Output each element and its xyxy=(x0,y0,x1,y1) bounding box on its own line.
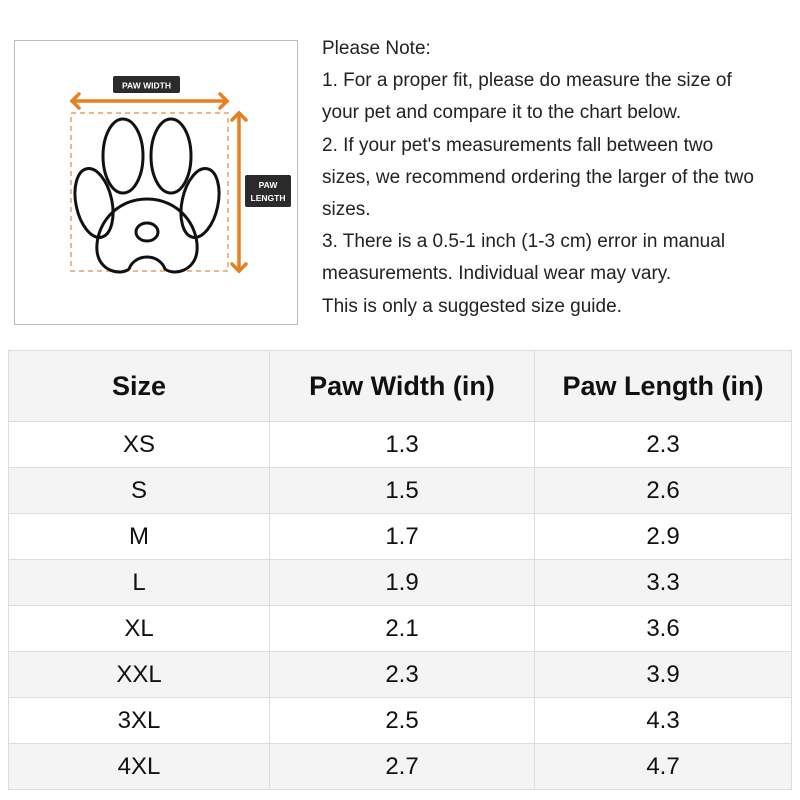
length-arrow-icon xyxy=(232,113,246,271)
paw-print-icon xyxy=(69,119,225,272)
measure-box xyxy=(71,113,228,271)
table-row xyxy=(9,560,792,606)
note-line: sizes, we recommend ordering the larger of the two xyxy=(322,166,754,188)
size-cell: S xyxy=(9,468,270,514)
paw-width-cell: 2.7 xyxy=(270,744,535,790)
paw-width-cell: 2.5 xyxy=(270,698,535,744)
table-row xyxy=(9,606,792,652)
table-row xyxy=(9,744,792,790)
table-row xyxy=(9,698,792,744)
paw-length-cell: 3.3 xyxy=(535,560,792,606)
header-paw-width: Paw Width (in) xyxy=(270,351,535,422)
size-cell: L xyxy=(9,560,270,606)
size-cell: 4XL xyxy=(9,744,270,790)
note-title: Please Note: xyxy=(322,38,431,59)
paw-length-cell: 3.9 xyxy=(535,652,792,698)
note-line: 2. If your pet's measurements fall between two xyxy=(322,134,714,156)
size-cell: 3XL xyxy=(9,698,270,744)
paw-length-cell: 2.9 xyxy=(535,514,792,560)
note-line: sizes. xyxy=(322,199,371,221)
note-line: your pet and compare it to the chart below. xyxy=(322,102,682,124)
size-cell: XXL xyxy=(9,652,270,698)
note-line: measurements. Individual wear may vary. xyxy=(322,263,672,285)
paw-width-cell: 2.3 xyxy=(270,652,535,698)
table-row xyxy=(9,514,792,560)
note-line: 3. There is a 0.5-1 inch (1-3 cm) error in manual xyxy=(322,231,726,253)
width-arrow-icon xyxy=(72,94,227,108)
paw-width-label: PAW WIDTH xyxy=(122,80,171,91)
paw-width-cell: 1.7 xyxy=(270,514,535,560)
table-header-row xyxy=(9,351,792,422)
paw-length-label-1: PAW xyxy=(258,180,278,190)
note-line: 1. For a proper fit, please do measure the size of xyxy=(322,70,732,92)
note-line: This is only a suggested size guide. xyxy=(322,295,622,317)
paw-width-cell: 1.3 xyxy=(270,422,535,468)
paw-diagram-svg xyxy=(15,41,299,326)
paw-width-cell: 1.5 xyxy=(270,468,535,514)
paw-length-cell: 4.7 xyxy=(535,744,792,790)
size-cell: XS xyxy=(9,422,270,468)
paw-length-cell: 4.3 xyxy=(535,698,792,744)
table-row xyxy=(9,422,792,468)
size-cell: M xyxy=(9,514,270,560)
paw-length-cell: 2.6 xyxy=(535,468,792,514)
size-cell: XL xyxy=(9,606,270,652)
table-row xyxy=(9,468,792,514)
please-note xyxy=(322,33,792,323)
paw-length-cell: 3.6 xyxy=(535,606,792,652)
paw-measurement-diagram xyxy=(14,40,298,325)
paw-length-label-2: LENGTH xyxy=(250,193,286,203)
table-row xyxy=(9,652,792,698)
paw-length-cell: 2.3 xyxy=(535,422,792,468)
header-paw-length: Paw Length (in) xyxy=(535,351,792,422)
paw-width-cell: 2.1 xyxy=(270,606,535,652)
paw-width-cell: 1.9 xyxy=(270,560,535,606)
size-chart-table xyxy=(8,350,792,790)
header-size: Size xyxy=(9,351,270,422)
